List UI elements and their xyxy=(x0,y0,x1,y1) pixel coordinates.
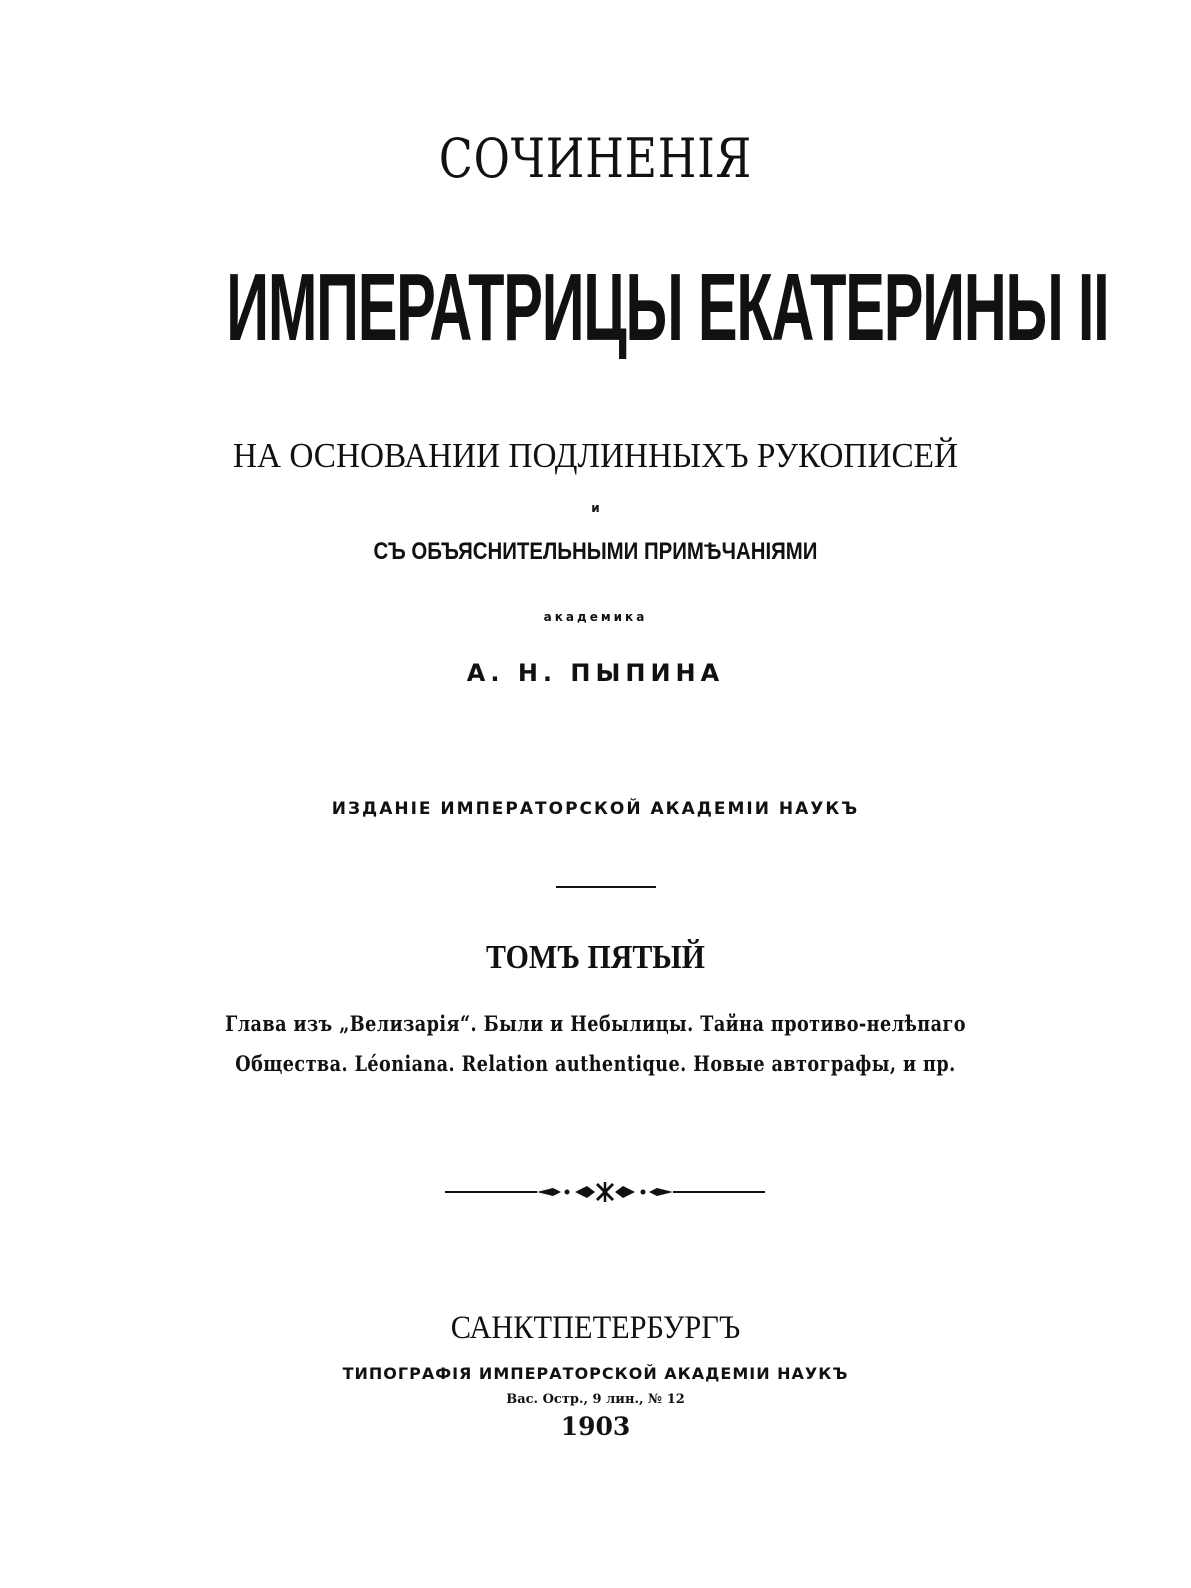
volume-heading: ТОМЪ ПЯТЫЙ xyxy=(486,939,705,976)
subtitle-line-2: СЪ ОБЪЯСНИТЕЛЬНЫМИ ПРИМѢЧАНІЯМИ xyxy=(373,538,818,565)
publisher-line: ИЗДАНІЕ ИМПЕРАТОРСКОЙ АКАДЕМІИ НАУКЪ xyxy=(331,799,860,819)
ornament-divider-icon xyxy=(445,1180,765,1204)
contents-line-2: Общества. Léoniana. Relation authentique. Новые автографы, и пр. xyxy=(235,1051,956,1076)
subtitle-line-1: НА ОСНОВАНИИ ПОДЛИННЫХЪ РУКОПИСЕЙ xyxy=(233,436,958,475)
printing-address: Вас. Остр., 9 лин., № 12 xyxy=(506,1392,685,1407)
publication-city: САНКТПЕТЕРБУРГЪ xyxy=(450,1310,741,1346)
printing-house: ТИПОГРАФІЯ ИМПЕРАТОРСКОЙ АКАДЕМІИ НАУКЪ xyxy=(342,1364,849,1383)
work-title: СОЧИНЕНІЯ xyxy=(438,127,753,190)
subtitle-conjunction: и xyxy=(591,501,600,515)
author-heading: ИМПЕРАТРИЦЫ ЕКАТЕРИНЫ II xyxy=(226,254,1109,361)
divider-rule xyxy=(556,886,656,888)
editor-title: академика xyxy=(543,610,648,624)
contents-line-1: Глава изъ „Велизарія“. Были и Небылицы. Тайна противо-нелѣпаго xyxy=(225,1011,966,1036)
editor-name: А. Н. ПЫПИНА xyxy=(466,659,725,687)
publication-year: 1903 xyxy=(560,1412,631,1441)
